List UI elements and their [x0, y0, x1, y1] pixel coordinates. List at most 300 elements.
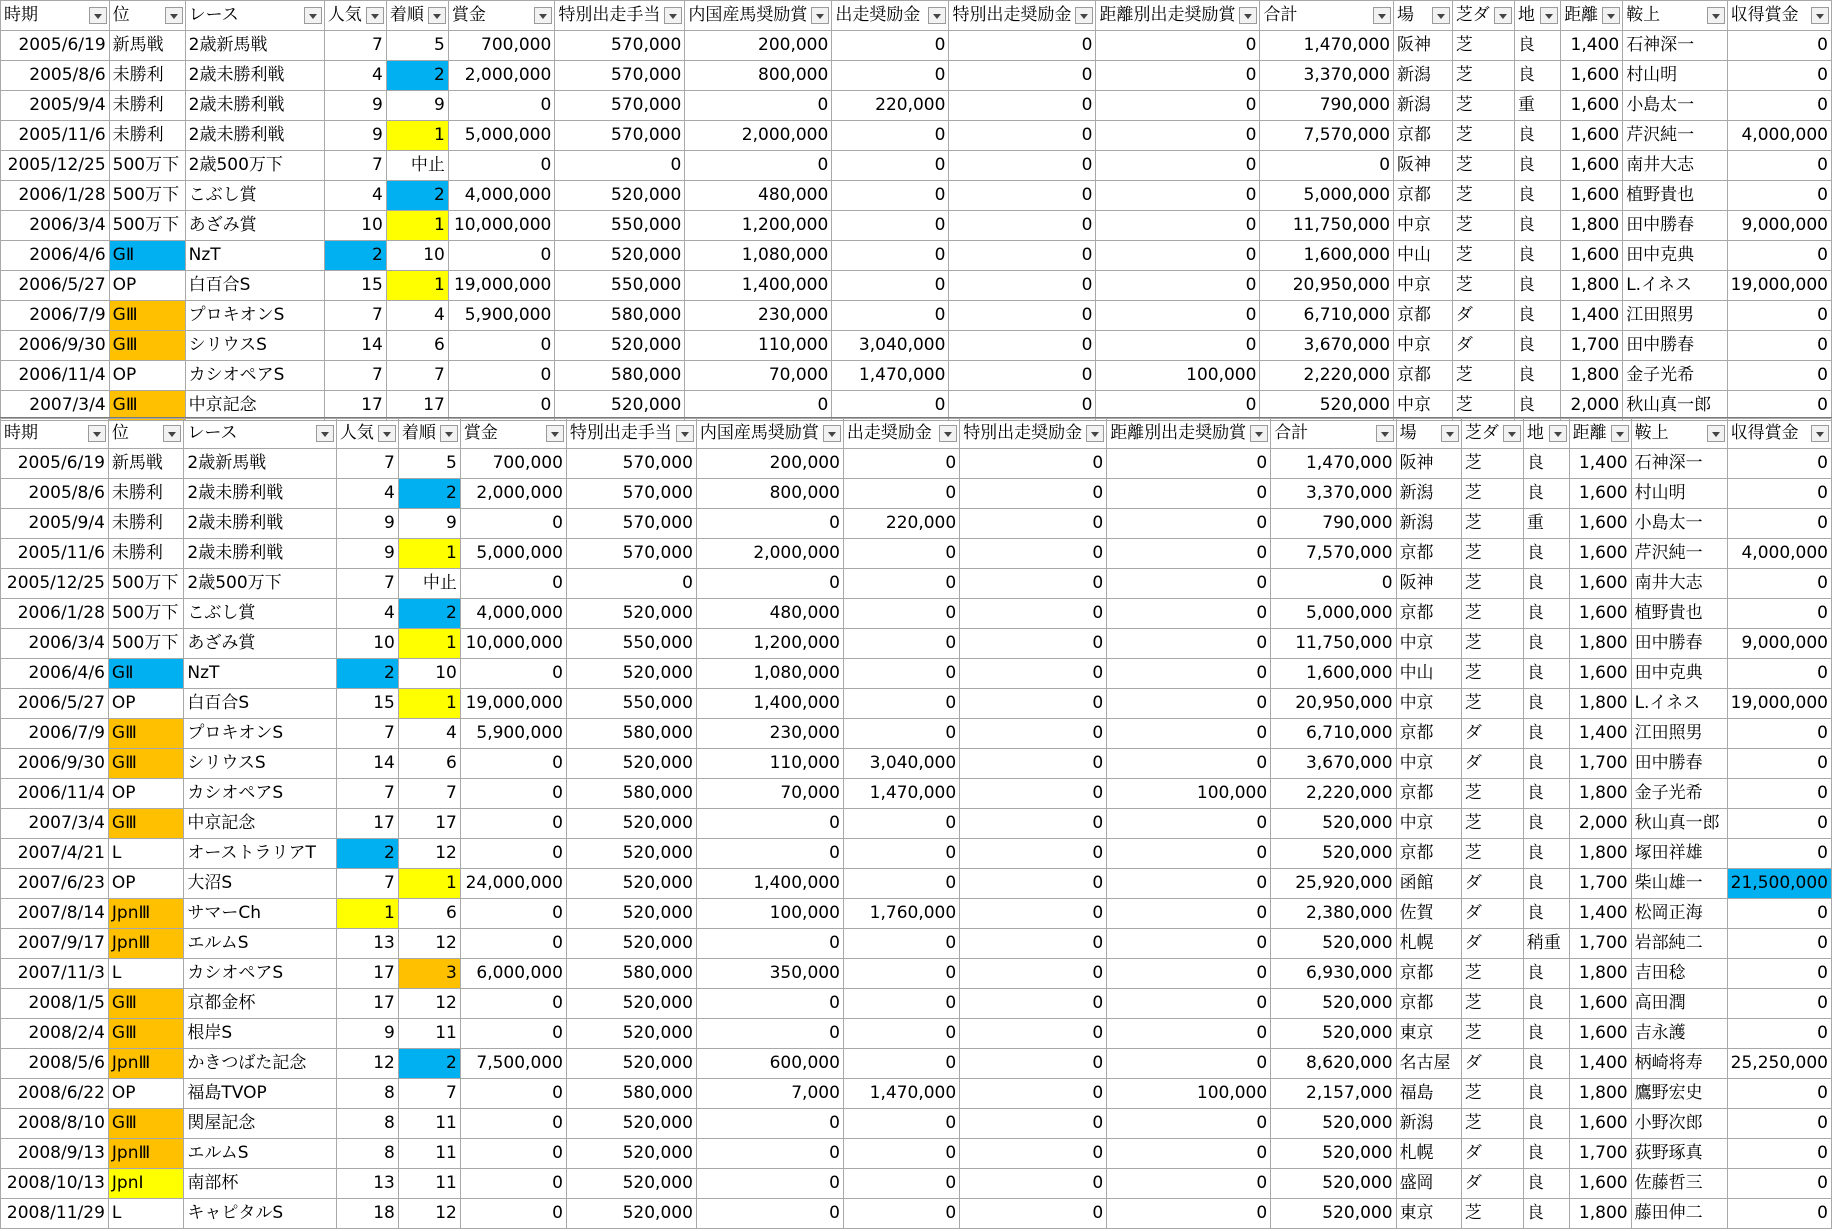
cell-venue[interactable]: 京都: [1394, 181, 1453, 211]
cell-finish[interactable]: 1: [386, 271, 448, 301]
cell-race[interactable]: NzT: [184, 659, 337, 689]
cell-domestic-bonus[interactable]: 0: [685, 151, 832, 181]
filter-dropdown-icon[interactable]: [546, 425, 564, 442]
cell-distance-bonus[interactable]: 0: [1107, 719, 1271, 749]
cell-jockey[interactable]: 植野貴也: [1631, 599, 1727, 629]
cell-total[interactable]: 520,000: [1271, 809, 1396, 839]
cell-prize[interactable]: 0: [460, 899, 566, 929]
cell-earned-prize[interactable]: 21,500,000: [1727, 869, 1831, 899]
cell-domestic-bonus[interactable]: 350,000: [696, 959, 843, 989]
cell-date[interactable]: 2007/4/21: [1, 839, 109, 869]
cell-distance[interactable]: 1,700: [1561, 331, 1623, 361]
cell-earned-prize[interactable]: 0: [1727, 959, 1831, 989]
cell-finish[interactable]: 7: [398, 779, 460, 809]
cell-domestic-bonus[interactable]: 0: [696, 809, 843, 839]
cell-grade[interactable]: 新馬戦: [109, 31, 185, 61]
cell-jockey[interactable]: L.イネス: [1631, 689, 1727, 719]
cell-distance[interactable]: 1,400: [1569, 1049, 1631, 1079]
cell-start-bonus[interactable]: 0: [832, 31, 949, 61]
filter-dropdown-icon[interactable]: [1432, 7, 1450, 24]
cell-surface[interactable]: ダ: [1461, 899, 1523, 929]
cell-finish[interactable]: 1: [398, 539, 460, 569]
cell-special-allowance[interactable]: 580,000: [555, 301, 685, 331]
cell-surface[interactable]: 芝: [1461, 509, 1523, 539]
cell-condition[interactable]: 良: [1523, 689, 1569, 719]
cell-finish[interactable]: 9: [386, 91, 448, 121]
cell-distance[interactable]: 1,800: [1569, 959, 1631, 989]
cell-date[interactable]: 2005/12/25: [1, 151, 110, 181]
cell-race[interactable]: キャピタルS: [184, 1199, 337, 1229]
cell-start-bonus[interactable]: 0: [832, 301, 949, 331]
cell-surface[interactable]: 芝: [1461, 539, 1523, 569]
cell-domestic-bonus[interactable]: 800,000: [696, 479, 843, 509]
cell-finish[interactable]: 11: [398, 1019, 460, 1049]
cell-earned-prize[interactable]: 9,000,000: [1727, 629, 1831, 659]
cell-popularity[interactable]: 9: [336, 539, 398, 569]
cell-grade[interactable]: 500万下: [108, 629, 183, 659]
cell-date[interactable]: 2007/6/23: [1, 869, 109, 899]
cell-domestic-bonus[interactable]: 1,080,000: [696, 659, 843, 689]
cell-special-allowance[interactable]: 520,000: [555, 391, 685, 421]
cell-earned-prize[interactable]: 25,250,000: [1727, 1049, 1831, 1079]
cell-finish[interactable]: 10: [386, 241, 448, 271]
cell-date[interactable]: 2008/10/13: [1, 1169, 109, 1199]
cell-special-allowance[interactable]: 520,000: [566, 989, 696, 1019]
cell-condition[interactable]: 良: [1514, 151, 1560, 181]
cell-total[interactable]: 1,600,000: [1271, 659, 1396, 689]
cell-condition[interactable]: 良: [1514, 181, 1560, 211]
cell-surface[interactable]: 芝: [1461, 629, 1523, 659]
cell-jockey[interactable]: 芹沢純一: [1631, 539, 1727, 569]
filter-dropdown-icon[interactable]: [928, 7, 946, 24]
cell-date[interactable]: 2005/8/6: [1, 61, 110, 91]
cell-earned-prize[interactable]: 0: [1727, 989, 1831, 1019]
cell-condition[interactable]: 良: [1514, 61, 1560, 91]
cell-special-allowance[interactable]: 520,000: [566, 1049, 696, 1079]
filter-dropdown-icon[interactable]: [664, 7, 682, 24]
cell-distance[interactable]: 1,600: [1569, 479, 1631, 509]
cell-surface[interactable]: 芝: [1452, 91, 1514, 121]
cell-special-start-bonus[interactable]: 0: [960, 809, 1107, 839]
cell-domestic-bonus[interactable]: 1,400,000: [685, 271, 832, 301]
cell-finish[interactable]: 12: [398, 1199, 460, 1229]
cell-condition[interactable]: 稍重: [1523, 929, 1569, 959]
cell-finish[interactable]: 5: [386, 31, 448, 61]
cell-venue[interactable]: 福島: [1396, 1079, 1461, 1109]
cell-special-start-bonus[interactable]: 0: [960, 1109, 1107, 1139]
cell-start-bonus[interactable]: 3,040,000: [832, 331, 949, 361]
cell-date[interactable]: 2006/3/4: [1, 211, 110, 241]
cell-surface[interactable]: 芝: [1452, 241, 1514, 271]
cell-venue[interactable]: 中京: [1396, 809, 1461, 839]
cell-grade[interactable]: OP: [108, 689, 183, 719]
cell-grade[interactable]: JpnⅠ: [108, 1169, 183, 1199]
cell-race[interactable]: シリウスS: [185, 331, 324, 361]
cell-date[interactable]: 2005/11/6: [1, 121, 110, 151]
cell-earned-prize[interactable]: 0: [1727, 719, 1831, 749]
cell-prize[interactable]: 4,000,000: [460, 599, 566, 629]
cell-total[interactable]: 520,000: [1271, 1109, 1396, 1139]
cell-prize[interactable]: 0: [448, 91, 554, 121]
cell-special-start-bonus[interactable]: 0: [960, 449, 1107, 479]
filter-dropdown-icon[interactable]: [316, 425, 334, 442]
cell-date[interactable]: 2005/8/6: [1, 479, 109, 509]
cell-distance-bonus[interactable]: 0: [1096, 151, 1260, 181]
cell-race[interactable]: NzT: [185, 241, 324, 271]
cell-earned-prize[interactable]: 0: [1727, 749, 1831, 779]
cell-special-start-bonus[interactable]: 0: [949, 151, 1096, 181]
cell-special-start-bonus[interactable]: 0: [960, 1049, 1107, 1079]
cell-finish[interactable]: 11: [398, 1169, 460, 1199]
cell-condition[interactable]: 良: [1523, 1199, 1569, 1229]
cell-prize[interactable]: 0: [460, 569, 566, 599]
cell-surface[interactable]: 芝: [1461, 689, 1523, 719]
cell-surface[interactable]: 芝: [1461, 1079, 1523, 1109]
cell-distance[interactable]: 1,400: [1569, 449, 1631, 479]
cell-total[interactable]: 520,000: [1271, 1019, 1396, 1049]
cell-start-bonus[interactable]: 0: [843, 1169, 959, 1199]
cell-jockey[interactable]: 塚田祥雄: [1631, 839, 1727, 869]
cell-popularity[interactable]: 7: [336, 719, 398, 749]
cell-special-allowance[interactable]: 580,000: [566, 1079, 696, 1109]
cell-finish[interactable]: 17: [398, 809, 460, 839]
cell-condition[interactable]: 重: [1514, 91, 1560, 121]
cell-jockey[interactable]: 荻野琢真: [1631, 1139, 1727, 1169]
cell-surface[interactable]: 芝: [1461, 569, 1523, 599]
cell-race[interactable]: かきつばた記念: [184, 1049, 337, 1079]
cell-start-bonus[interactable]: 0: [843, 989, 959, 1019]
cell-date[interactable]: 2005/12/25: [1, 569, 109, 599]
cell-distance-bonus[interactable]: 0: [1107, 869, 1271, 899]
cell-finish[interactable]: 12: [398, 839, 460, 869]
cell-jockey[interactable]: 田中克典: [1623, 241, 1727, 271]
cell-distance[interactable]: 1,600: [1569, 599, 1631, 629]
cell-start-bonus[interactable]: 0: [843, 929, 959, 959]
cell-popularity[interactable]: 4: [324, 181, 386, 211]
cell-surface[interactable]: 芝: [1461, 779, 1523, 809]
cell-condition[interactable]: 良: [1523, 539, 1569, 569]
cell-date[interactable]: 2008/9/13: [1, 1139, 109, 1169]
cell-surface[interactable]: 芝: [1452, 181, 1514, 211]
cell-grade[interactable]: 500万下: [109, 151, 185, 181]
cell-grade[interactable]: OP: [108, 779, 183, 809]
filter-dropdown-icon[interactable]: [428, 7, 446, 24]
cell-prize[interactable]: 0: [460, 839, 566, 869]
cell-grade[interactable]: OP: [109, 271, 185, 301]
cell-surface[interactable]: ダ: [1452, 331, 1514, 361]
cell-grade[interactable]: OP: [109, 361, 185, 391]
cell-jockey[interactable]: 田中勝春: [1631, 749, 1727, 779]
cell-distance-bonus[interactable]: 0: [1107, 1169, 1271, 1199]
cell-special-allowance[interactable]: 570,000: [555, 121, 685, 151]
cell-race[interactable]: カシオペアS: [184, 959, 337, 989]
cell-jockey[interactable]: 芹沢純一: [1623, 121, 1727, 151]
cell-popularity[interactable]: 14: [324, 331, 386, 361]
cell-grade[interactable]: GⅢ: [109, 301, 185, 331]
cell-special-start-bonus[interactable]: 0: [949, 241, 1096, 271]
cell-grade[interactable]: GⅢ: [108, 809, 183, 839]
cell-distance[interactable]: 1,600: [1561, 91, 1623, 121]
cell-total[interactable]: 1,470,000: [1260, 31, 1394, 61]
cell-date[interactable]: 2006/11/4: [1, 779, 109, 809]
cell-total[interactable]: 3,370,000: [1271, 479, 1396, 509]
cell-start-bonus[interactable]: 3,040,000: [843, 749, 959, 779]
cell-distance-bonus[interactable]: 0: [1096, 301, 1260, 331]
cell-jockey[interactable]: 南井大志: [1631, 569, 1727, 599]
cell-grade[interactable]: GⅢ: [108, 989, 183, 1019]
cell-special-allowance[interactable]: 570,000: [566, 539, 696, 569]
cell-distance[interactable]: 1,800: [1561, 361, 1623, 391]
cell-special-start-bonus[interactable]: 0: [949, 211, 1096, 241]
cell-surface[interactable]: ダ: [1452, 301, 1514, 331]
cell-special-start-bonus[interactable]: 0: [949, 271, 1096, 301]
cell-distance[interactable]: 1,600: [1569, 509, 1631, 539]
cell-surface[interactable]: 芝: [1461, 449, 1523, 479]
cell-popularity[interactable]: 17: [324, 391, 386, 421]
cell-earned-prize[interactable]: 0: [1727, 1019, 1831, 1049]
cell-total[interactable]: 3,370,000: [1260, 61, 1394, 91]
cell-jockey[interactable]: 田中勝春: [1631, 629, 1727, 659]
cell-distance-bonus[interactable]: 0: [1096, 91, 1260, 121]
cell-date[interactable]: 2008/11/29: [1, 1199, 109, 1229]
cell-special-allowance[interactable]: 520,000: [566, 659, 696, 689]
cell-domestic-bonus[interactable]: 0: [696, 569, 843, 599]
cell-condition[interactable]: 良: [1523, 1109, 1569, 1139]
filter-dropdown-icon[interactable]: [1373, 7, 1391, 24]
cell-special-allowance[interactable]: 520,000: [566, 1019, 696, 1049]
cell-surface[interactable]: 芝: [1452, 361, 1514, 391]
cell-condition[interactable]: 良: [1523, 1049, 1569, 1079]
cell-distance-bonus[interactable]: 0: [1107, 749, 1271, 779]
cell-jockey[interactable]: 村山明: [1623, 61, 1727, 91]
filter-dropdown-icon[interactable]: [89, 7, 107, 24]
cell-distance-bonus[interactable]: 0: [1107, 959, 1271, 989]
cell-distance-bonus[interactable]: 0: [1096, 271, 1260, 301]
cell-jockey[interactable]: L.イネス: [1623, 271, 1727, 301]
cell-distance[interactable]: 1,400: [1561, 301, 1623, 331]
cell-venue[interactable]: 盛岡: [1396, 1169, 1461, 1199]
cell-race[interactable]: こぶし賞: [184, 599, 337, 629]
cell-popularity[interactable]: 9: [324, 121, 386, 151]
cell-race[interactable]: カシオペアS: [185, 361, 324, 391]
cell-distance-bonus[interactable]: 0: [1107, 539, 1271, 569]
cell-prize[interactable]: 5,000,000: [460, 539, 566, 569]
cell-special-allowance[interactable]: 520,000: [566, 839, 696, 869]
cell-date[interactable]: 2005/9/4: [1, 91, 110, 121]
cell-special-allowance[interactable]: 570,000: [555, 31, 685, 61]
cell-special-start-bonus[interactable]: 0: [960, 1079, 1107, 1109]
cell-race[interactable]: あざみ賞: [184, 629, 337, 659]
filter-dropdown-icon[interactable]: [811, 7, 829, 24]
cell-distance-bonus[interactable]: 0: [1107, 509, 1271, 539]
cell-prize[interactable]: 5,000,000: [448, 121, 554, 151]
cell-total[interactable]: 6,710,000: [1271, 719, 1396, 749]
cell-special-allowance[interactable]: 520,000: [566, 1139, 696, 1169]
cell-prize[interactable]: 6,000,000: [460, 959, 566, 989]
cell-race[interactable]: プロキオンS: [185, 301, 324, 331]
filter-dropdown-icon[interactable]: [1540, 7, 1558, 24]
cell-surface[interactable]: ダ: [1461, 749, 1523, 779]
cell-race[interactable]: 2歳新馬戦: [184, 449, 337, 479]
cell-condition[interactable]: 良: [1523, 1019, 1569, 1049]
cell-total[interactable]: 20,950,000: [1271, 689, 1396, 719]
cell-surface[interactable]: 芝: [1461, 1019, 1523, 1049]
cell-venue[interactable]: 中山: [1396, 659, 1461, 689]
cell-domestic-bonus[interactable]: 800,000: [685, 61, 832, 91]
cell-venue[interactable]: 阪神: [1394, 151, 1453, 181]
cell-popularity[interactable]: 8: [336, 1109, 398, 1139]
cell-surface[interactable]: 芝: [1452, 391, 1514, 421]
cell-start-bonus[interactable]: 0: [832, 181, 949, 211]
filter-dropdown-icon[interactable]: [534, 7, 552, 24]
cell-distance-bonus[interactable]: 0: [1107, 1019, 1271, 1049]
cell-distance[interactable]: 1,400: [1569, 899, 1631, 929]
cell-special-start-bonus[interactable]: 0: [960, 1139, 1107, 1169]
cell-distance[interactable]: 1,800: [1569, 779, 1631, 809]
cell-race[interactable]: 2歳500万下: [185, 151, 324, 181]
cell-special-start-bonus[interactable]: 0: [960, 929, 1107, 959]
filter-dropdown-icon[interactable]: [304, 7, 322, 24]
cell-special-allowance[interactable]: 550,000: [566, 689, 696, 719]
cell-grade[interactable]: 未勝利: [108, 479, 183, 509]
cell-special-allowance[interactable]: 570,000: [566, 479, 696, 509]
cell-date[interactable]: 2005/6/19: [1, 31, 110, 61]
cell-start-bonus[interactable]: 0: [843, 629, 959, 659]
cell-total[interactable]: 520,000: [1271, 1199, 1396, 1229]
cell-earned-prize[interactable]: 0: [1727, 301, 1831, 331]
cell-surface[interactable]: ダ: [1461, 869, 1523, 899]
cell-special-allowance[interactable]: 580,000: [555, 361, 685, 391]
cell-special-allowance[interactable]: 520,000: [566, 899, 696, 929]
cell-distance-bonus[interactable]: 0: [1107, 1139, 1271, 1169]
cell-grade[interactable]: 新馬戦: [108, 449, 183, 479]
cell-start-bonus[interactable]: 220,000: [843, 509, 959, 539]
cell-venue[interactable]: 中京: [1396, 629, 1461, 659]
cell-finish[interactable]: 4: [398, 719, 460, 749]
cell-finish[interactable]: 3: [398, 959, 460, 989]
cell-domestic-bonus[interactable]: 200,000: [696, 449, 843, 479]
cell-popularity[interactable]: 1: [336, 899, 398, 929]
cell-finish[interactable]: 1: [398, 689, 460, 719]
cell-popularity[interactable]: 9: [336, 509, 398, 539]
cell-popularity[interactable]: 18: [336, 1199, 398, 1229]
cell-race[interactable]: 2歳未勝利戦: [185, 121, 324, 151]
cell-jockey[interactable]: 村山明: [1631, 479, 1727, 509]
cell-total[interactable]: 0: [1260, 151, 1394, 181]
cell-distance[interactable]: 1,400: [1561, 31, 1623, 61]
cell-surface[interactable]: 芝: [1452, 61, 1514, 91]
cell-prize[interactable]: 5,900,000: [460, 719, 566, 749]
cell-domestic-bonus[interactable]: 1,400,000: [696, 689, 843, 719]
cell-start-bonus[interactable]: 0: [832, 241, 949, 271]
cell-venue[interactable]: 京都: [1396, 539, 1461, 569]
cell-jockey[interactable]: 田中勝春: [1623, 211, 1727, 241]
cell-special-start-bonus[interactable]: 0: [960, 869, 1107, 899]
cell-total[interactable]: 20,950,000: [1260, 271, 1394, 301]
cell-special-start-bonus[interactable]: 0: [949, 61, 1096, 91]
cell-race[interactable]: エルムS: [184, 1139, 337, 1169]
filter-dropdown-icon[interactable]: [1811, 425, 1829, 442]
cell-date[interactable]: 2006/1/28: [1, 599, 109, 629]
cell-popularity[interactable]: 2: [336, 659, 398, 689]
cell-start-bonus[interactable]: 1,470,000: [843, 1079, 959, 1109]
cell-finish[interactable]: 2: [386, 181, 448, 211]
cell-jockey[interactable]: 柴山雄一: [1631, 869, 1727, 899]
cell-distance-bonus[interactable]: 0: [1107, 689, 1271, 719]
cell-total[interactable]: 0: [1271, 569, 1396, 599]
cell-prize[interactable]: 2,000,000: [460, 479, 566, 509]
filter-dropdown-icon[interactable]: [1376, 425, 1394, 442]
cell-condition[interactable]: 良: [1523, 599, 1569, 629]
cell-prize[interactable]: 0: [460, 989, 566, 1019]
cell-special-start-bonus[interactable]: 0: [960, 509, 1107, 539]
cell-distance-bonus[interactable]: 0: [1107, 1199, 1271, 1229]
cell-surface[interactable]: 芝: [1461, 989, 1523, 1019]
cell-venue[interactable]: 札幌: [1396, 1139, 1461, 1169]
cell-grade[interactable]: GⅢ: [109, 331, 185, 361]
cell-total[interactable]: 790,000: [1260, 91, 1394, 121]
cell-jockey[interactable]: 高田潤: [1631, 989, 1727, 1019]
cell-special-start-bonus[interactable]: 0: [949, 301, 1096, 331]
cell-finish[interactable]: 12: [398, 929, 460, 959]
cell-venue[interactable]: 阪神: [1396, 449, 1461, 479]
cell-start-bonus[interactable]: 0: [843, 1049, 959, 1079]
cell-race[interactable]: 2歳未勝利戦: [184, 479, 337, 509]
cell-special-start-bonus[interactable]: 0: [949, 181, 1096, 211]
cell-surface[interactable]: 芝: [1461, 479, 1523, 509]
cell-condition[interactable]: 良: [1523, 479, 1569, 509]
cell-jockey[interactable]: 金子光希: [1631, 779, 1727, 809]
cell-start-bonus[interactable]: 0: [843, 599, 959, 629]
cell-distance[interactable]: 1,600: [1561, 121, 1623, 151]
cell-domestic-bonus[interactable]: 200,000: [685, 31, 832, 61]
cell-race[interactable]: 中京記念: [184, 809, 337, 839]
cell-finish[interactable]: 2: [398, 1049, 460, 1079]
cell-start-bonus[interactable]: 0: [843, 719, 959, 749]
cell-special-allowance[interactable]: 520,000: [566, 1169, 696, 1199]
cell-total[interactable]: 25,920,000: [1271, 869, 1396, 899]
cell-date[interactable]: 2006/5/27: [1, 689, 109, 719]
filter-dropdown-icon[interactable]: [1494, 7, 1512, 24]
cell-popularity[interactable]: 9: [324, 91, 386, 121]
cell-venue[interactable]: 阪神: [1394, 31, 1453, 61]
filter-dropdown-icon[interactable]: [1707, 425, 1725, 442]
cell-special-allowance[interactable]: 0: [555, 151, 685, 181]
cell-venue[interactable]: 中京: [1396, 749, 1461, 779]
cell-finish[interactable]: 10: [398, 659, 460, 689]
cell-finish[interactable]: 7: [386, 361, 448, 391]
cell-start-bonus[interactable]: 1,470,000: [843, 779, 959, 809]
cell-domestic-bonus[interactable]: 0: [696, 1199, 843, 1229]
cell-surface[interactable]: ダ: [1461, 1049, 1523, 1079]
cell-distance[interactable]: 1,600: [1561, 181, 1623, 211]
filter-dropdown-icon[interactable]: [440, 425, 458, 442]
cell-date[interactable]: 2006/5/27: [1, 271, 110, 301]
cell-distance[interactable]: 1,800: [1561, 271, 1623, 301]
cell-prize[interactable]: 2,000,000: [448, 61, 554, 91]
cell-start-bonus[interactable]: 0: [843, 449, 959, 479]
cell-special-start-bonus[interactable]: 0: [960, 599, 1107, 629]
cell-prize[interactable]: 0: [448, 361, 554, 391]
cell-popularity[interactable]: 8: [336, 1079, 398, 1109]
cell-grade[interactable]: 未勝利: [109, 121, 185, 151]
cell-condition[interactable]: 良: [1523, 839, 1569, 869]
cell-domestic-bonus[interactable]: 0: [696, 1109, 843, 1139]
cell-jockey[interactable]: 江田照男: [1623, 301, 1727, 331]
cell-grade[interactable]: 未勝利: [108, 539, 183, 569]
cell-grade[interactable]: OP: [108, 1079, 183, 1109]
cell-date[interactable]: 2005/6/19: [1, 449, 109, 479]
